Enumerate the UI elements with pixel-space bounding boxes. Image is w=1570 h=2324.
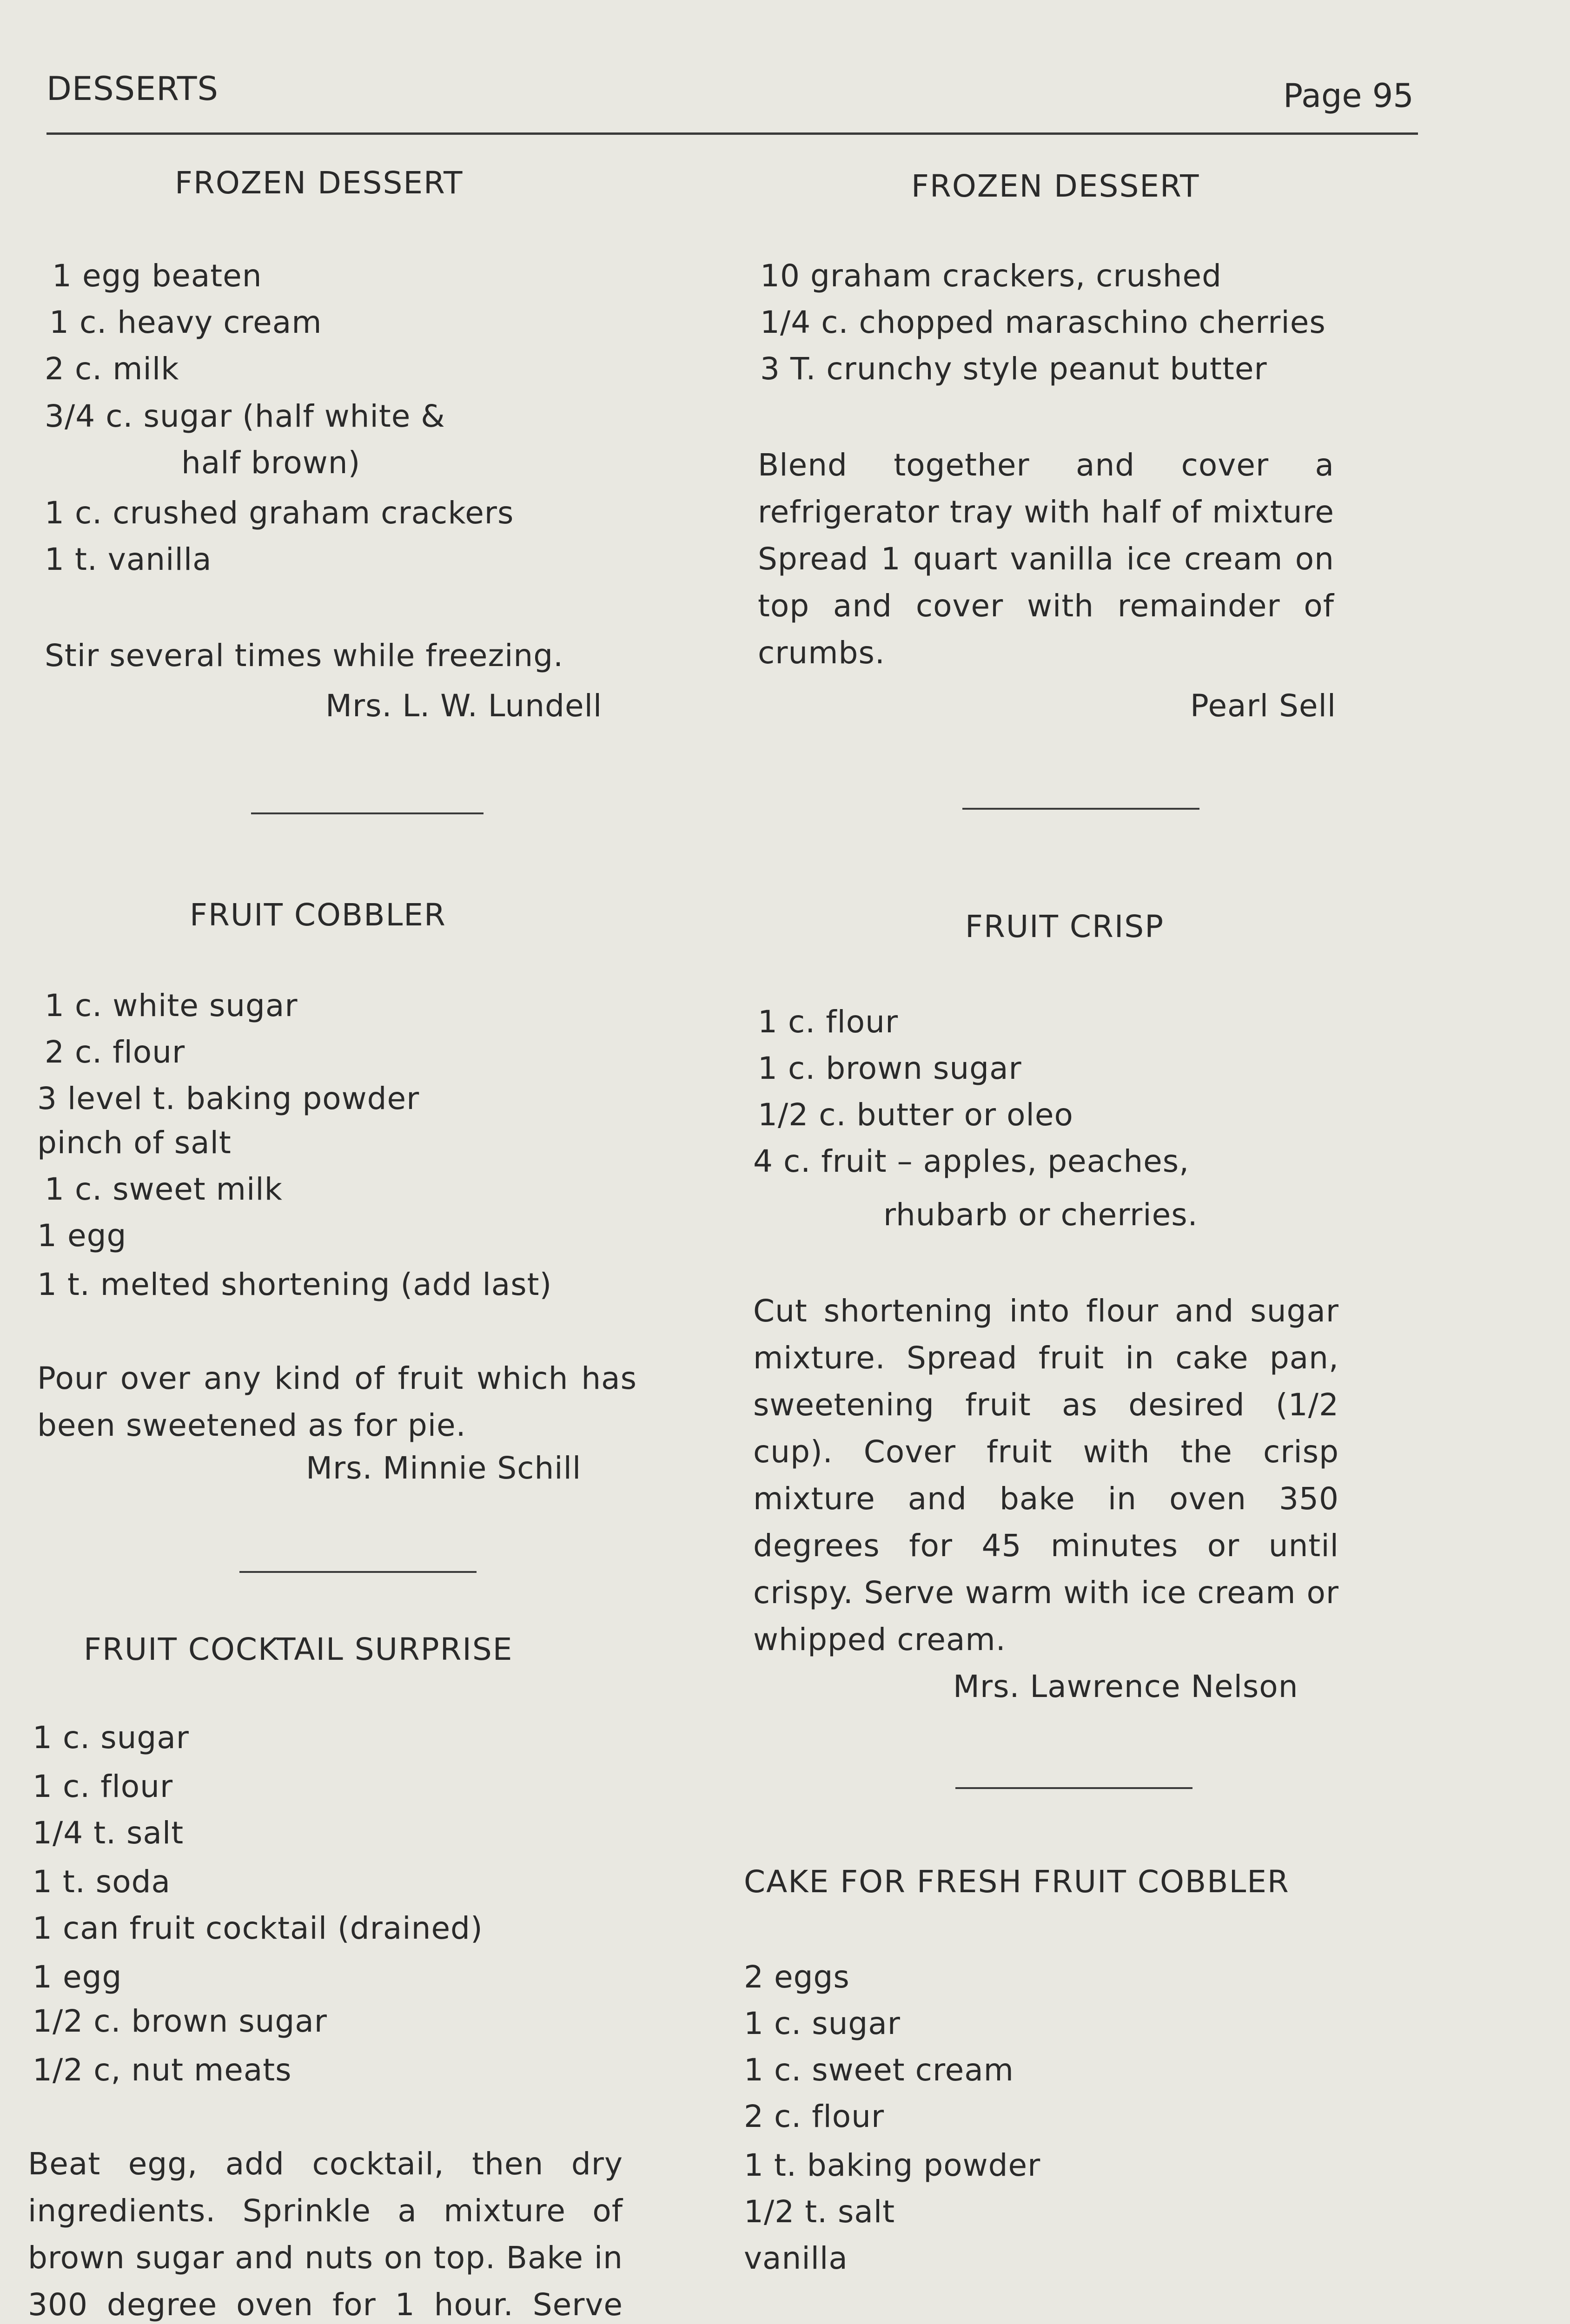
recipe-author: Mrs. Minnie Schill (306, 1450, 582, 1486)
ingredient: 2 eggs (744, 1959, 850, 1995)
ingredient: 1 c. white sugar (45, 988, 298, 1023)
ingredient: 1 c. flour (758, 1004, 899, 1040)
ingredient: 2 c. flour (744, 2099, 885, 2134)
ingredient: 1/2 c. butter or oleo (758, 1097, 1073, 1133)
recipe-title: FROZEN DESSERT (911, 168, 1200, 204)
ingredient: 1 t. melted shortening (add last) (37, 1267, 552, 1302)
directions: Cut shortening into flour and sugar mixture. Spread fruit in cake pan, sweetening fruit as desired (1/2 cup). Cover fruit with the crisp mixture and bake in oven 350 degrees for 45 minutes or until crispy. Serve warm with ice cream or whipped cream. (753, 1293, 1339, 1657)
ingredient: 1 can fruit cocktail (drained) (33, 1910, 483, 1946)
ingredient: 1 c. flour (33, 1769, 173, 1804)
ingredient: 3 T. crunchy style peanut butter (760, 351, 1267, 387)
ingredient: 1/4 t. salt (33, 1815, 184, 1851)
ingredient: 2 c. flour (45, 1034, 185, 1070)
ingredient: vanilla (744, 2240, 848, 2276)
ingredient: 10 graham crackers, crushed (760, 258, 1222, 294)
ingredient: rhubarb or cherries. (883, 1197, 1198, 1233)
ingredient: 1 c. brown sugar (758, 1050, 1022, 1086)
ingredient: 1 c. sugar (33, 1720, 189, 1756)
separator (239, 1571, 477, 1573)
ingredient: 1 egg beaten (52, 258, 262, 294)
ingredient: 1/2 c, nut meats (33, 2052, 292, 2088)
recipe-title: FROZEN DESSERT (175, 165, 464, 201)
recipe-author: Mrs. L. W. Lundell (325, 688, 603, 724)
ingredient: 2 c. milk (45, 351, 179, 387)
directions: Beat egg, add cocktail, then dry ingredients. Sprinkle a mixture of brown sugar and nuts on top. Bake in 300 degree oven for 1 hour. Serve (28, 2146, 623, 2323)
ingredient: 4 c. fruit – apples, peaches, (753, 1143, 1190, 1179)
directions: Blend together and cover a refrigerator tray with half of mixture Spread 1 quart vanilla ice cream on top and cover with remainder of crumbs. (758, 447, 1334, 671)
ingredient: 1 egg (37, 1218, 127, 1254)
ingredient: 1 t. baking powder (744, 2147, 1041, 2183)
ingredient: 1 c. sugar (744, 2006, 901, 2041)
ingredient: 1 c. crushed graham crackers (45, 495, 514, 531)
recipe-author: Mrs. Lawrence Nelson (953, 1669, 1298, 1704)
ingredient: pinch of salt (37, 1125, 232, 1161)
ingredient: 1 egg (33, 1959, 122, 1995)
ingredient: 1 t. vanilla (45, 541, 212, 577)
separator (955, 1787, 1192, 1789)
ingredient: 1 c. sweet milk (45, 1171, 283, 1207)
ingredient: 1 c. sweet cream (744, 2052, 1014, 2088)
ingredient: 1/2 c. brown sugar (33, 2003, 327, 2039)
separator (962, 808, 1199, 810)
page-number: Page 95 (1283, 77, 1414, 115)
separator (251, 812, 484, 814)
ingredient: 3 level t. baking powder (37, 1081, 420, 1116)
recipe-title: CAKE FOR FRESH FRUIT COBBLER (744, 1864, 1290, 1900)
ingredient: 1 c. heavy cream (49, 304, 322, 340)
ingredient: 1 t. soda (33, 1864, 171, 1900)
directions: Pour over any kind of fruit which has been sweetened as for pie. (37, 1360, 637, 1443)
directions: Stir several times while freezing. (45, 638, 564, 673)
recipe-title: FRUIT CRISP (965, 909, 1164, 944)
header-rule (46, 132, 1418, 135)
recipe-title: FRUIT COCKTAIL SURPRISE (84, 1631, 513, 1667)
ingredient: 1/4 c. chopped maraschino cherries (760, 304, 1326, 340)
recipe-title: FRUIT COBBLER (190, 897, 446, 933)
recipe-author: Pearl Sell (1190, 688, 1337, 724)
ingredient: half brown) (181, 445, 361, 481)
section-header: DESSERTS (46, 70, 219, 108)
ingredient: 3/4 c. sugar (half white & (45, 398, 445, 434)
ingredient: 1/2 t. salt (744, 2194, 895, 2230)
